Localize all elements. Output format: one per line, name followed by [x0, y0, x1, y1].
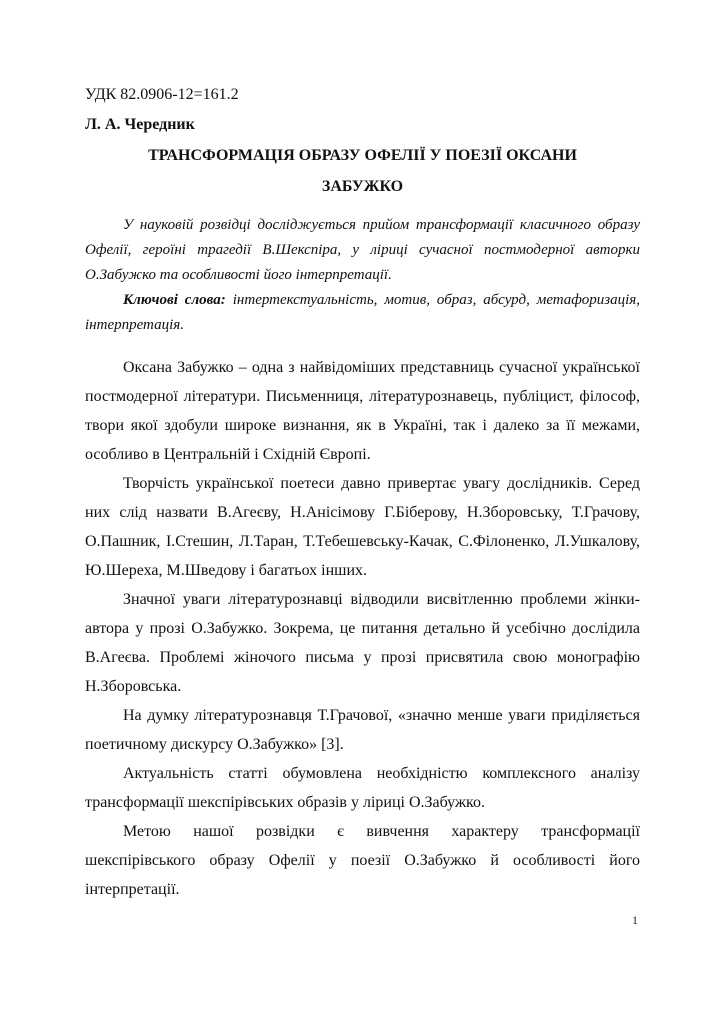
paragraph-2: Творчість української поетеси давно привертає увагу дослідників. Серед них слід назвати В.Агеєву, Н.Анісімову Г.Біберову, Н.Зборовську, Т.Грачову, О.Пашник, І.Стешин, Л.Таран, Т.Тебешевську-Качак, С.Філоненко, Л.Ушкалову, Ю.Шереха, М.Шведову і багатьох інших. [85, 475, 640, 579]
paragraph-6: Метою нашої розвідки є вивчення характеру трансформації шекспірівського образу Офелії у поезії О.Забужко й особливості його інтерпретації. [85, 823, 640, 898]
article-body [85, 353, 640, 904]
page-number: 1 [632, 913, 638, 927]
paragraph-1: Оксана Забужко – одна з найвідоміших представниць сучасної української постмодерної літератури. Письменниця, літературознавець, публіцист, філософ, твори якої здобули широке визнання, як в Україні, так і далеко за її межами, особливо в Центральній і Східній Європі. [85, 359, 640, 463]
paragraph-5: Актуальність статті обумовлена необхідністю комплексного аналізу трансформації шекспірівських образів у ліриці О.Забужко. [85, 765, 640, 811]
paragraph-4: На думку літературознавця Т.Грачової, «значно менше уваги приділяється поетичному дискурсу О.Забужко» [3]. [85, 707, 640, 753]
article-title-line-2: ЗАБУЖКО [321, 178, 404, 195]
article-title-line-1: ТРАНСФОРМАЦІЯ ОБРАЗУ ОФЕЛІЇ У ПОЕЗІЇ ОКСАНИ [148, 147, 577, 164]
keywords-text: інтертекстуальність, мотив, образ, абсурд, метафоризація, інтерпретація. [85, 292, 640, 333]
author-name: Л. А. Чередник [85, 116, 195, 133]
keywords-line [85, 288, 640, 338]
paragraph-3: Значної уваги літературознавці відводили висвітленню проблеми жінки-автора у прозі О.Забужко. Зокрема, це питання детально й усебічно дослідила В.Агеєва. Проблемі жіночого письма у прозі присвятила свою монографію Н.Зборовська. [85, 591, 640, 695]
article-title [85, 140, 640, 202]
abstract-text: У науковій розвідці досліджується прийом трансформації класичного образу Офелії, героїні трагедії В.Шекспіра, у ліриці сучасної постмодерної авторки О.Забужко та особливості його інтерпретації. [85, 217, 640, 283]
keywords-label: Ключові слова: [123, 292, 226, 308]
abstract-block [85, 213, 640, 338]
udc-code: УДК 82.0906-12=161.2 [85, 86, 239, 103]
